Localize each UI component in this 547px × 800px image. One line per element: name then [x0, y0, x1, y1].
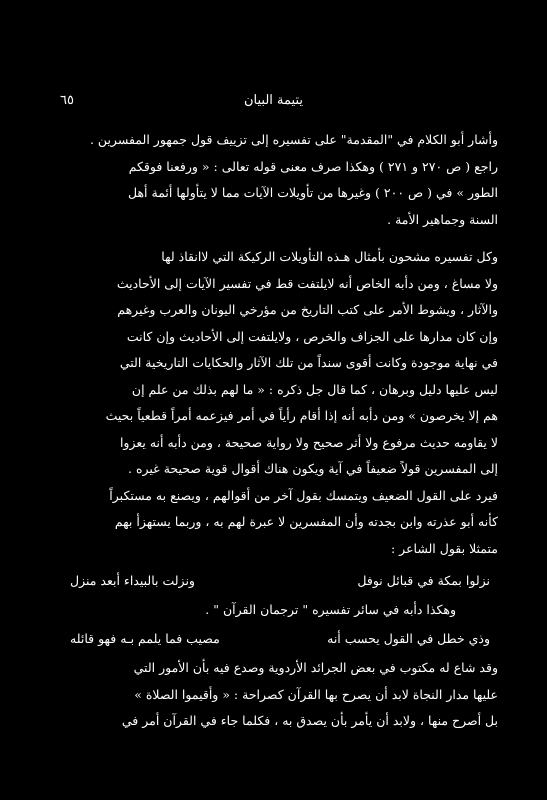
- verse-hemistich-right: نزلوا بمكة في قبائل نوفل: [357, 573, 490, 588]
- verse-hemistich-left: ونزلت بالبيداء أبعد منزل: [70, 573, 195, 588]
- verse-hemistich-right: وذي خطل في القول يحسب أنه: [327, 631, 490, 646]
- page-title: يتيمة البيان: [243, 93, 303, 108]
- paragraph-3: [58, 655, 498, 735]
- text-line: وكل تفسيره مشحون بأمثال هـذه التأويلات الركيكة التي لاانقاذ لها: [161, 249, 498, 264]
- text-line: لا يقاومه حديث مرفوع ولا أثر صحيح ولا رواية صحيحة ، ومن دأبه أنه يعزوا: [119, 434, 498, 450]
- text-line: وقد شاع له مكتوب في بعض الجرائد الأردوية وصدع فيه بأن الأمور التي: [133, 660, 498, 675]
- text-line: ليس عليها دليل وبرهان ، كما قال جل ذكره : « ما لهم بذلك من علم إن: [131, 381, 498, 397]
- text-line: وأشار أبو الكلام في "المقدمة" على تفسيره إلى تزييف قول جمهور المفسرين .: [89, 132, 498, 147]
- text-line: عليها مدار النجاة لابد أن يصرح بها القرآن كصراحة : « وأقيموا الصلاة »: [134, 686, 498, 702]
- paragraph-1: [58, 127, 498, 233]
- verse-line: [70, 624, 490, 653]
- text-line: بل أصرح منها ، ولابد أن يأمر بأن يصدق به ، فكلما جاء في القرآن أمر في: [121, 713, 498, 728]
- text-line: الطور » في ( ص ٢٠٠ ) وغيرها من تأويلات الآيات مما لا يتأولها أئمة أهل: [128, 185, 498, 200]
- text-line: إلى المفسرين قولاً ضعيفاً في آية ويكون هناك أقوال قوية صحيحة غيره .: [128, 461, 498, 476]
- verse-block: [70, 566, 490, 653]
- text-line: متمثلا بقول الشاعر :: [391, 540, 498, 556]
- paragraph-2: [58, 244, 498, 562]
- text-line: فيرد على القول الضعيف ويتمسك بقول آخر من أقوالهم ، ويصنع به مستكبراً: [109, 487, 498, 503]
- verse-hemistich-right: وهكذا دأبه في سائر تفسيره " ترجمان القرآن " .: [205, 602, 456, 617]
- text-line: راجع ( ص ٢٧٠ و ٢٧١ ) وهكذا صرف معنى قوله تعالى : « ورفعنا فوقكم: [128, 158, 498, 174]
- verse-line: [70, 595, 490, 624]
- text-line: السنة وجماهير الأمة .: [387, 211, 498, 227]
- page-number: ٦٥: [60, 93, 74, 108]
- text-line: ولا مساغ ، ومن دأبه الخاص أنه لايلتفت قط في تفسير الآيات إلى الأحاديث: [116, 275, 498, 291]
- text-line: في نهاية موجودة وكانت أقوى سنداً من تلك الآثار والحكايات التاريخية التي: [119, 355, 498, 370]
- text-line: والآثار ، ويشوط الأمر على كتب التاريخ من مؤرخي اليونان والعرب وغيرهم: [117, 302, 498, 317]
- verse-hemistich-left: مصيب فما يلمم بـه فهو قائله: [70, 631, 220, 646]
- text-line: هم إلا يخرصون » ومن دأبه أنه إذا أقام رأياً في أمر فيزعمه أمراً قطعياً بحيث: [105, 408, 498, 423]
- page-header: [60, 93, 487, 115]
- text-line: كأنه أبو عذرته وابن بجدته وأن المفسرين لا عبرة لهم به ، وربما يستهزأ بهم: [114, 514, 498, 529]
- text-line: وإن كان مدارها على الجزاف والخرص ، ولايلتفت إلى الأحاديث وإن كانت: [126, 328, 498, 344]
- verse-line: [70, 566, 490, 595]
